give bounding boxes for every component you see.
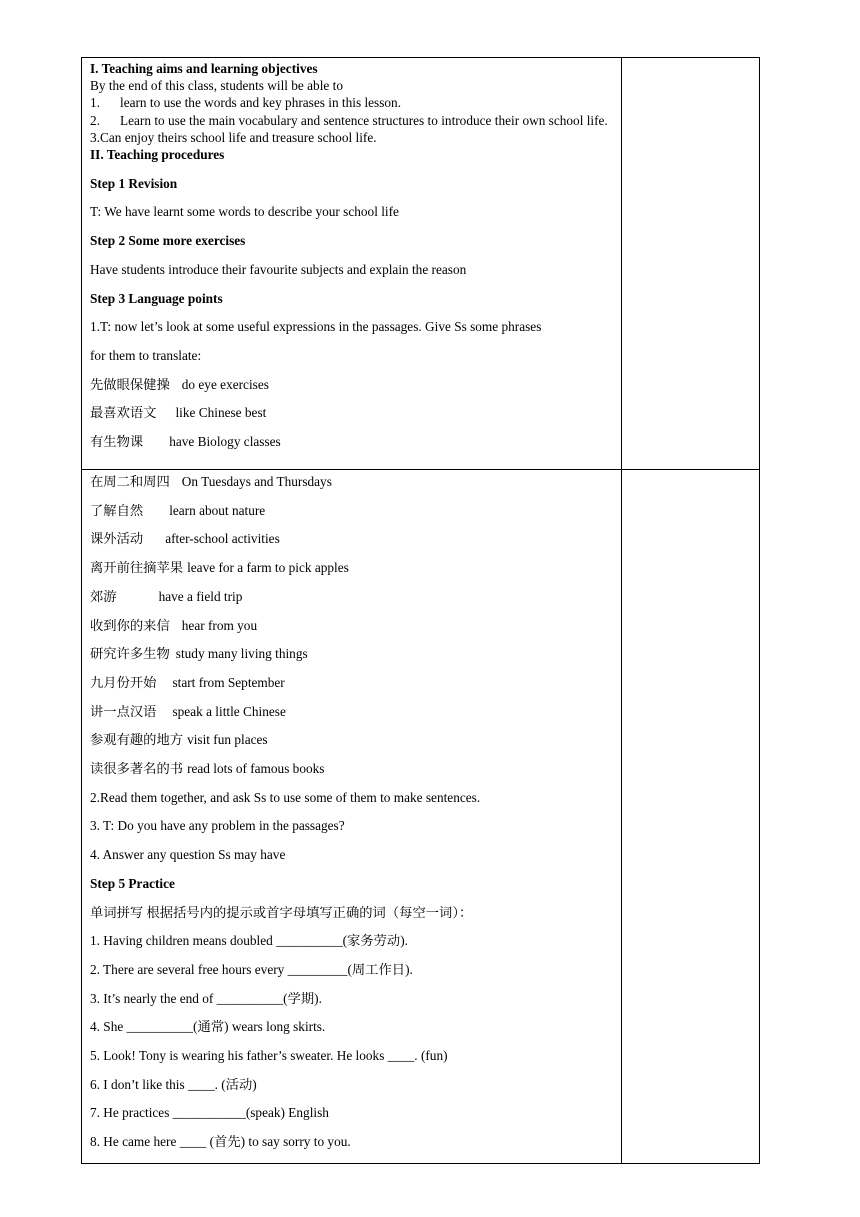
- aims-item-number: 2.: [90, 112, 100, 128]
- phrase-chinese: 九月份开始: [90, 674, 157, 690]
- phrase-english: hear from you: [181, 617, 258, 633]
- phrase-english: leave for a farm to pick apples: [187, 560, 349, 576]
- phrase-chinese: 讲一点汉语: [90, 703, 157, 719]
- lesson-plan-table: [81, 57, 760, 1164]
- aims-heading: I. Teaching aims and learning objectives: [90, 61, 318, 76]
- notes-cell: [622, 470, 760, 1164]
- practice-question: 2. There are several free hours every _________(周工作日).: [90, 961, 413, 977]
- phrase-chinese: 最喜欢语文: [90, 405, 157, 421]
- aims-item: [90, 94, 613, 111]
- phrase-english: learn about nature: [169, 502, 266, 518]
- aims-item: [90, 112, 613, 129]
- aims-item-number: 1.: [90, 95, 100, 111]
- procedures-heading: II. Teaching procedures: [90, 147, 225, 163]
- practice-question: 6. I don’t like this ____. (活动): [90, 1076, 257, 1092]
- phrase-row: [90, 760, 613, 777]
- phrase-row: [90, 502, 613, 519]
- phrase-chinese: 有生物课: [90, 434, 144, 450]
- phrase-row: [90, 559, 613, 576]
- phrase-list: [90, 376, 613, 451]
- phrase-chinese: 课外活动: [90, 531, 144, 547]
- phrase-english: start from September: [172, 674, 285, 690]
- step3-intro-line1: 1.T: now let’s look at some useful expressions in the passages. Give Ss some phrases: [90, 319, 542, 335]
- phrase-chinese: 参观有趣的地方: [90, 732, 184, 748]
- step3-intro-line2: for them to translate:: [90, 347, 202, 363]
- step3-item3: 3. T: Do you have any problem in the passages?: [90, 818, 345, 834]
- phrase-row: [90, 588, 613, 605]
- phrase-row: [90, 473, 613, 490]
- phrase-row: [90, 731, 613, 748]
- phrase-row: [90, 530, 613, 547]
- step5-instruction: 单词拼写 根据括号内的提示或首字母填写正确的词（每空一词）：: [90, 904, 473, 920]
- phrase-row: [90, 433, 613, 450]
- phrase-row: [90, 645, 613, 662]
- step3-item4: 4. Answer any question Ss may have: [90, 847, 286, 863]
- notes-cell: [622, 58, 760, 470]
- phrase-chinese: 先做眼保健操: [90, 376, 170, 392]
- practice-question: 4. She __________(通常) wears long skirts.: [90, 1019, 326, 1035]
- table-row: [82, 470, 760, 1164]
- aims-item-3: 3.Can enjoy theirs school life and treasure school life.: [90, 129, 377, 145]
- phrase-chinese: 研究许多生物: [90, 646, 170, 662]
- step3-item2: 2.Read them together, and ask Ss to use some of them to make sentences.: [90, 789, 481, 805]
- aims-item-text: learn to use the words and key phrases in this lesson.: [120, 95, 402, 111]
- step2-heading: Step 2 Some more exercises: [90, 233, 246, 249]
- phrase-english: study many living things: [175, 646, 308, 662]
- phrase-chinese: 收到你的来信: [90, 617, 170, 633]
- practice-question: 7. He practices ___________(speak) English: [90, 1105, 329, 1121]
- phrase-english: On Tuesdays and Thursdays: [181, 474, 332, 489]
- phrase-english: after-school activities: [165, 531, 280, 547]
- step3-heading: Step 3 Language points: [90, 290, 223, 306]
- phrase-english: visit fun places: [187, 732, 268, 748]
- phrase-row: [90, 376, 613, 393]
- practice-question: 5. Look! Tony is wearing his father’s sweater. He looks ____. (fun): [90, 1048, 448, 1064]
- phrase-row: [90, 674, 613, 691]
- phrase-row: [90, 404, 613, 421]
- phrase-chinese: 在周二和周四: [90, 474, 170, 489]
- phrase-chinese: 郊游: [90, 588, 117, 604]
- phrase-english: speak a little Chinese: [172, 703, 286, 719]
- step2-text: Have students introduce their favourite subjects and explain the reason: [90, 261, 467, 277]
- aims-item-text: Learn to use the main vocabulary and sentence structures to introduce their own school life.: [120, 112, 608, 128]
- step5-heading: Step 5 Practice: [90, 875, 175, 891]
- step1-heading: Step 1 Revision: [90, 175, 178, 191]
- content-cell: [82, 58, 622, 470]
- phrase-row: [90, 703, 613, 720]
- step1-text: T: We have learnt some words to describe your school life: [90, 204, 399, 220]
- phrase-english: read lots of famous books: [187, 761, 325, 777]
- phrase-list: [90, 473, 613, 777]
- practice-question: 3. It’s nearly the end of __________(学期).: [90, 990, 322, 1006]
- phrase-english: do eye exercises: [181, 376, 269, 392]
- content-cell: [82, 470, 622, 1164]
- phrase-english: have a field trip: [158, 588, 243, 604]
- practice-question: 1. Having children means doubled __________(家务劳动).: [90, 933, 408, 949]
- phrase-english: like Chinese best: [175, 405, 267, 421]
- table-row: [82, 58, 760, 470]
- phrase-english: have Biology classes: [169, 434, 281, 450]
- phrase-chinese: 读很多著名的书: [90, 761, 184, 777]
- phrase-row: [90, 617, 613, 634]
- phrase-chinese: 了解自然: [90, 502, 144, 518]
- aims-intro: By the end of this class, students will be able to: [90, 78, 343, 94]
- question-list: [90, 932, 613, 1150]
- phrase-chinese: 离开前往摘苹果: [90, 560, 184, 576]
- practice-question: 8. He came here ____ (首先) to say sorry to you.: [90, 1134, 351, 1150]
